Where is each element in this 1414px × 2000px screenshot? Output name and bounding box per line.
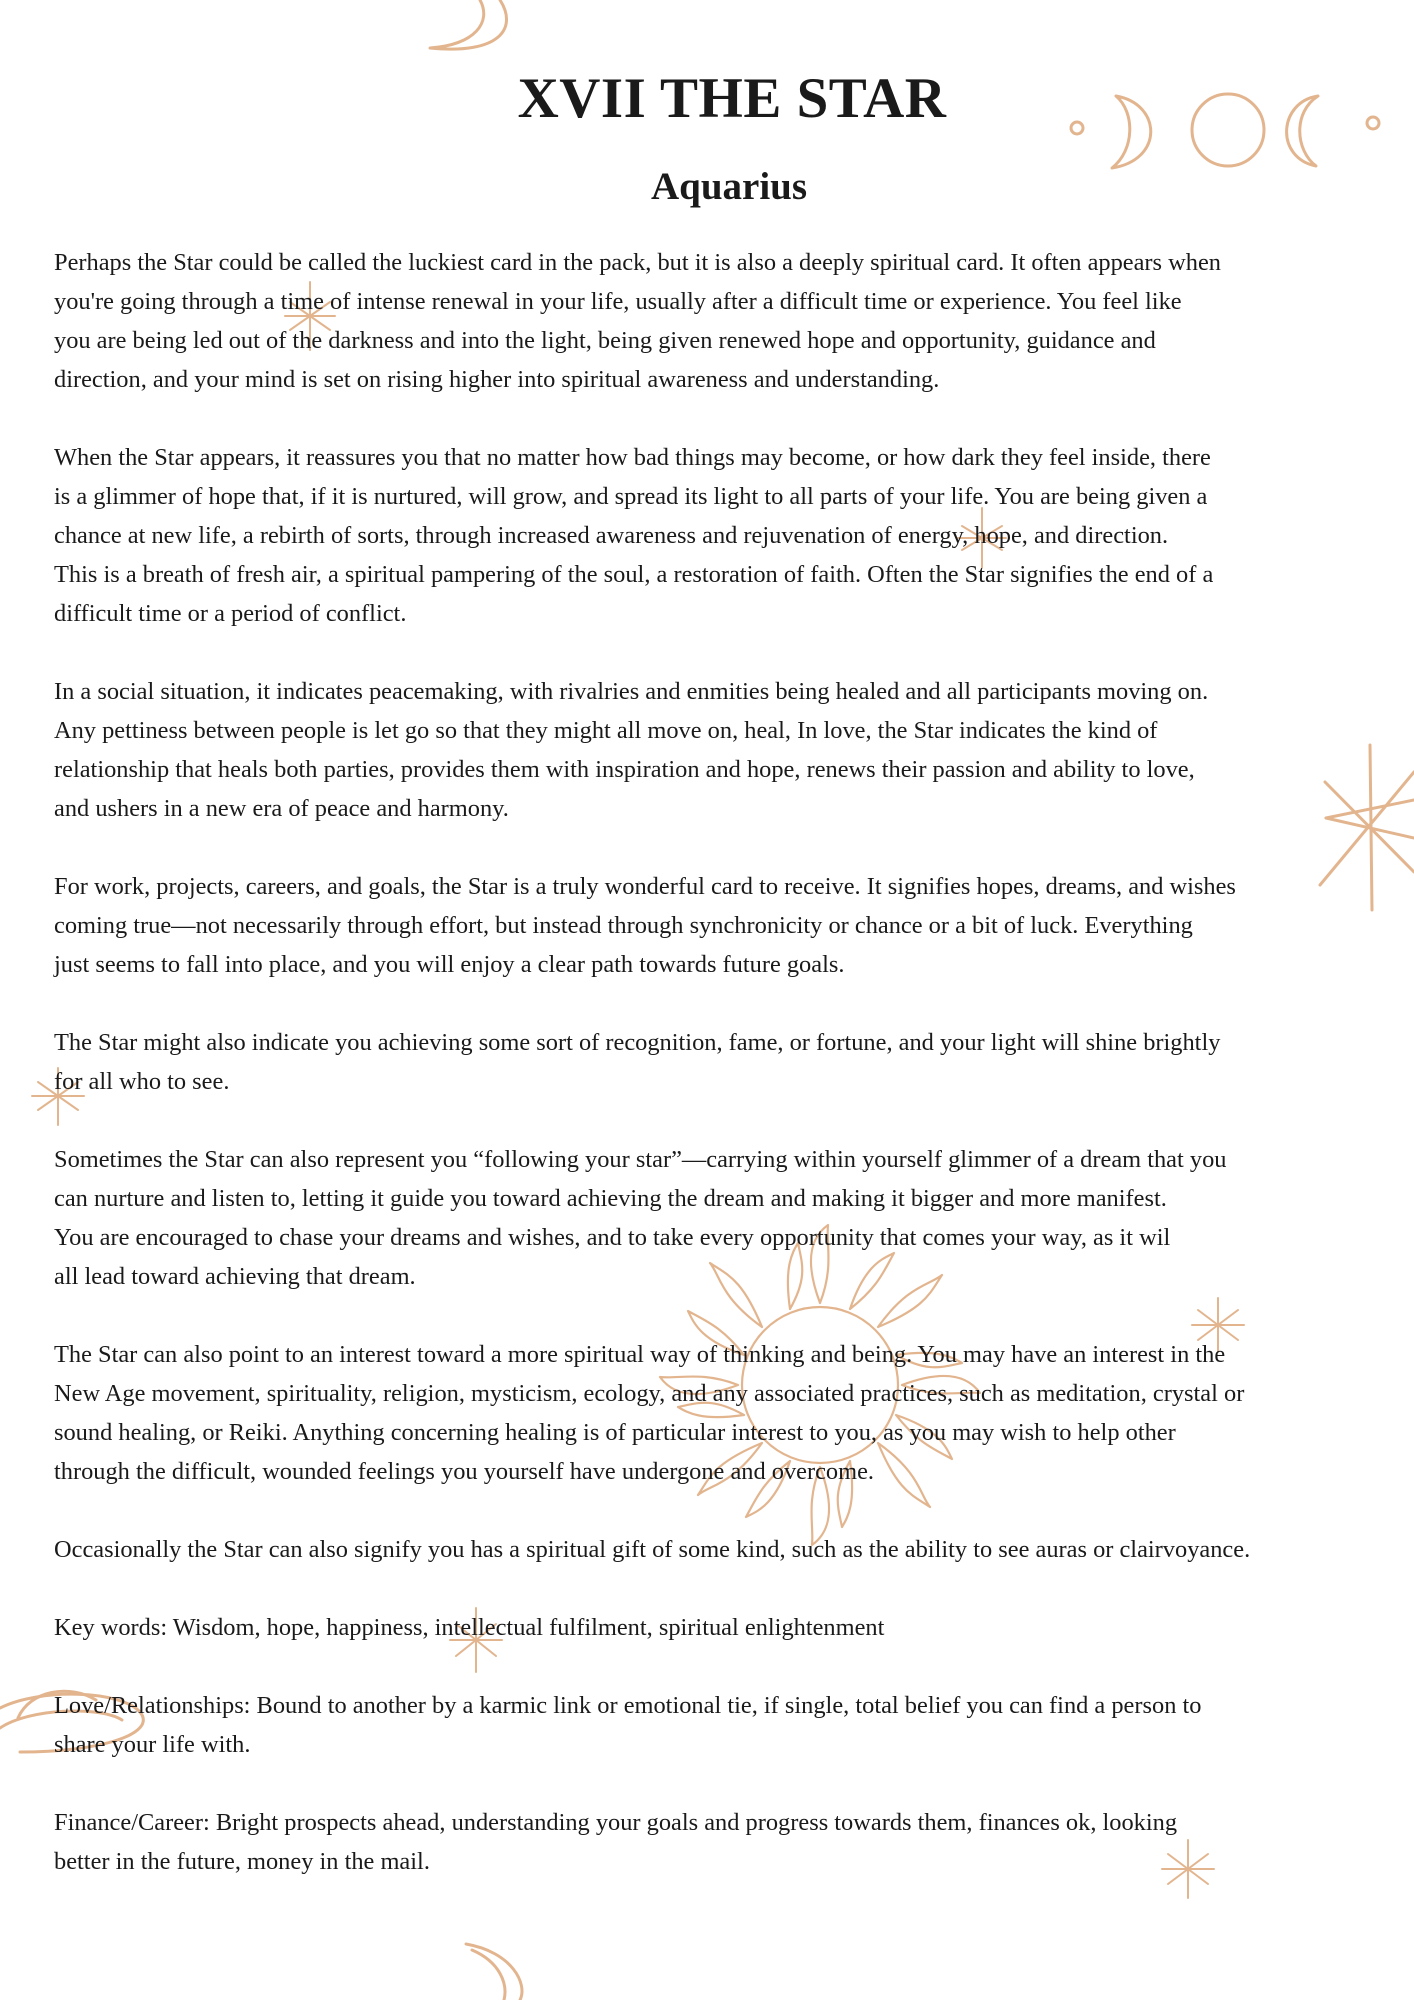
paragraph-following-star: Sometimes the Star can also represent you “following your star”—carrying within yourself glimmer of a dream that you can nurture and listen to, letting it guide you toward achieving the dream and making it bigger and more manifest. You are encouraged to chase your dreams and wishes, and to take every opportunity that comes your way, as it wil all lead toward achieving that dream. [54,1146,1227,1290]
crescent-moon-icon [430,0,507,49]
paragraph-spiritual-gift: Occasionally the Star can also signify you has a spiritual gift of some kind, such as the ability to see auras or clairvoyance. [54,1536,1251,1563]
card-title: XVII THE STAR [517,67,947,130]
paragraph-key-words: Key words: Wisdom, hope, happiness, intellectual fulfilment, spiritual enlightenment [54,1614,885,1641]
paragraph-spirituality: The Star can also point to an interest toward a more spiritual way of thinking and being. You may have an interest in the New Age movement, spirituality, religion, mysticism, ecology, and any associated practices, such as meditation, crystal or sound healing, or Reiki. Anything concerning healing is of particular interest to you, as you may wish to help other through the difficult, wounded feelings you yourself have undergone and overcome. [54,1341,1245,1485]
paragraph-recognition: The Star might also indicate you achieving some sort of recognition, fame, or fortune, and your light will shine brightly for all who to see. [54,1029,1221,1095]
paragraph-love: Love/Relationships: Bound to another by a karmic link or emotional tie, if single, total belief you can find a person to share your life with. [54,1692,1202,1758]
crescent-moon-icon [466,1944,522,2000]
paragraph-work: For work, projects, careers, and goals, the Star is a truly wonderful card to receive. It signifies hopes, dreams, and wishes coming true—not necessarily through effort, but instead through synchronicity or chance or a bit of luck. Everything just seems to fall into place, and you will enjoy a clear path towards future goals. [54,873,1236,978]
paragraph-social: In a social situation, it indicates peacemaking, with rivalries and enmities being healed and all participants moving on. Any pettiness between people is let go so that they might all move on, heal, In love, the Star indicates the kind of relationship that heals both parties, provides them with inspiration and hope, renews their passion and ability to love, and ushers in a new era of peace and harmony. [54,678,1209,822]
paragraph-overview: Perhaps the Star could be called the luckiest card in the pack, but it is also a deeply spiritual card. It often appears when you're going through a time of intense renewal in your life, usually after a difficult time or experience. You feel like you are being led out of the darkness and into the light, being given renewed hope and opportunity, guidance and direction, and your mind is set on rising higher into spiritual awareness and understanding. [54,249,1221,393]
card-subtitle: Aquarius [650,165,808,208]
paragraph-finance: Finance/Career: Bright prospects ahead, understanding your goals and progress towards them, finances ok, looking better in the future, money in the mail. [54,1809,1178,1875]
paragraph-reassurance: When the Star appears, it reassures you that no matter how bad things may become, or how dark they feel inside, there is a glimmer of hope that, if it is nurtured, will grow, and spread its light to all parts of your life. You are being given a chance at new life, a rebirth of sorts, through increased awareness and rejuvenation of energy, hope, and direction. This is a breath of fresh air, a spiritual pampering of the soul, a restoration of faith. Often the Star signifies the end of a difficult time or a period of conflict. [54,444,1214,627]
card-description [54,243,1374,1920]
